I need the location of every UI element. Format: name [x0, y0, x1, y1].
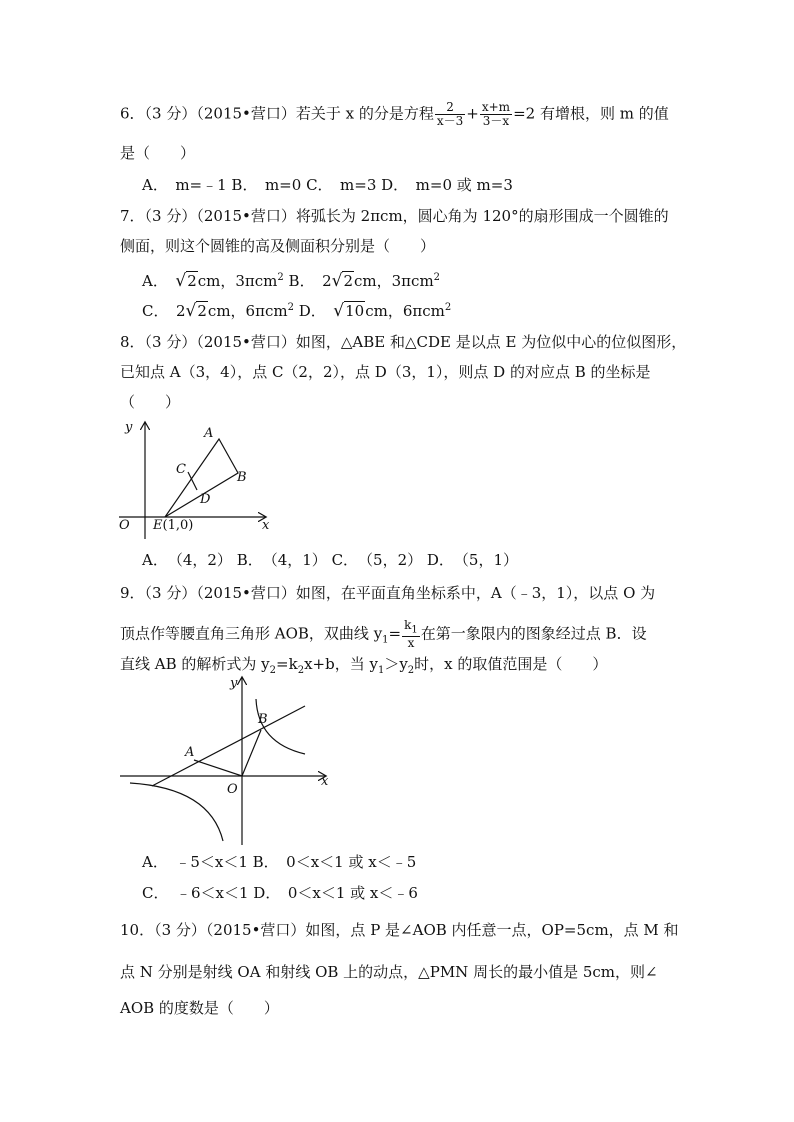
y-axis-label: y	[230, 676, 238, 691]
q6-stem-a: 6．（3 分）（2015•营口）若关于 x 的分是方程	[120, 104, 434, 123]
point-b-label: B	[258, 712, 268, 727]
q9-fraction: $\frac{k_1}{x}$	[404, 618, 418, 651]
x-axis-label: x	[321, 774, 329, 789]
origin-label: O	[119, 518, 130, 533]
sqrt-symbol: √2	[175, 271, 197, 291]
q9-stem-line3: 直线 AB 的解析式为 $y_2=k_2x+b$，当 $y_1>y_2$时，x 的取值范围是（ ）	[120, 655, 608, 676]
q9-options-cd: C． ﹣6＜x＜1 D． 0＜x＜1 或 x＜﹣6	[142, 884, 418, 902]
sqrt-symbol: √10	[333, 301, 365, 321]
q6-fraction-1: $\frac{2}{x-3}$	[436, 100, 464, 128]
sqrt-symbol: √2	[185, 301, 207, 321]
point-a-label: A	[185, 745, 195, 760]
q6-fraction-2: $\frac{x+m}{3-x}$	[481, 100, 511, 128]
q10-stem-line1: 10．（3 分）（2015•营口）如图，点 P 是∠AOB 内任意一点，OP=5cm，点 M 和	[120, 921, 679, 939]
q9-figure	[115, 673, 330, 848]
q6-stem-b: =2 有增根，则 m 的值	[513, 104, 669, 123]
q9-stem-line1: 9．（3 分）（2015•营口）如图，在平面直角坐标系中，A（﹣3，1），以点 O 为	[120, 584, 656, 602]
q9-stem-line2: 顶点作等腰直角三角形 AOB，双曲线 $y_1=$ $\frac{k_1}{x}$ 在第一象限内的图象经过点 B．设	[120, 618, 647, 651]
q6-stem-line2: 是（ ）	[120, 144, 196, 162]
q9-options-ab: A． ﹣5＜x＜1 B． 0＜x＜1 或 x＜﹣5	[142, 853, 417, 871]
q7-options-ab: A． √2cm，3πcm$^2$ B． 2√2cm，3πcm$^2$	[142, 271, 441, 291]
q7-options-cd: C． 2√2cm，6πcm$^2$ D． √10cm，6πcm$^2$	[142, 301, 452, 321]
point-a-label: A	[204, 426, 214, 441]
y-axis-label: y	[125, 420, 133, 435]
triangle-aob	[194, 730, 261, 776]
q6-options: A． m=﹣1 B． m=0 C． m=3 D． m=0 或 m=3	[142, 176, 513, 194]
q8-stem-line1: 8．（3 分）（2015•营口）如图，△ABE 和△CDE 是以点 E 为位似中心的位似图形，	[120, 333, 687, 351]
q8-figure	[115, 417, 295, 542]
sqrt-symbol: √2	[331, 271, 354, 291]
q8-options: A． （4，2） B． （4，1） C． （5，2） D． （5，1）	[142, 551, 519, 569]
q6-stem-line1: 6．（3 分）（2015•营口）若关于 x 的分是方程 $\frac{2}{x-3}$ + $\frac{x+m}{3-x}$ =2 有增根，则 m 的值	[120, 100, 669, 128]
point-b-label: B	[237, 470, 247, 485]
q7-stem-line1: 7．（3 分）（2015•营口）将弧长为 2πcm，圆心角为 120°的扇形围成一个圆锥的	[120, 207, 669, 225]
point-c-label: C	[176, 462, 186, 477]
x-axis-label: x	[262, 518, 270, 533]
point-e-label: E(1,0)	[153, 518, 194, 533]
line-ab	[152, 706, 305, 786]
q8-stem-line2: 已知点 A（3，4），点 C（2，2），点 D（3，1），则点 D 的对应点 B 的坐标是	[120, 363, 651, 381]
q10-stem-line3: AOB 的度数是（ ）	[120, 999, 279, 1017]
origin-label: O	[227, 782, 238, 797]
hyperbola-branch-2	[130, 783, 223, 841]
q7-stem-line2: 侧面，则这个圆锥的高及侧面积分别是（ ）	[120, 237, 436, 255]
q10-stem-line2: 点 N 分别是射线 OA 和射线 OB 上的动点，△PMN 周长的最小值是 5cm，则∠	[120, 963, 658, 981]
point-d-label: D	[200, 492, 211, 507]
q8-stem-line3: （ ）	[120, 393, 181, 411]
